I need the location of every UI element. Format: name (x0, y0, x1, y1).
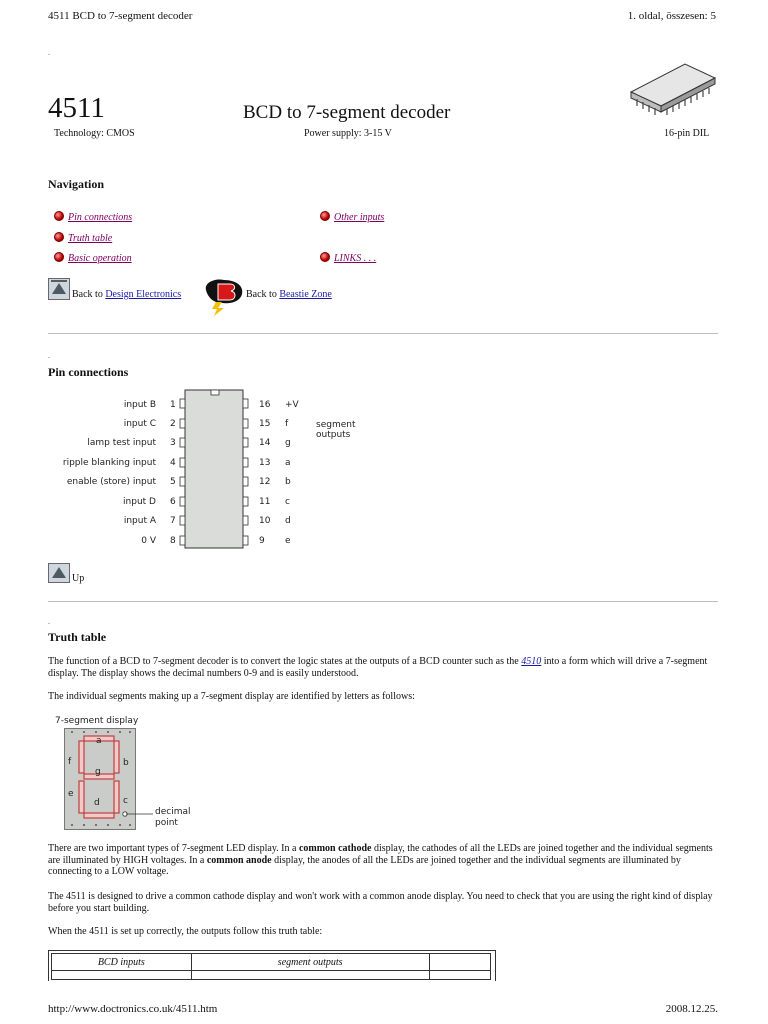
pin-label: f (285, 419, 289, 429)
divider (48, 601, 718, 602)
segment-c-label: c (123, 796, 128, 806)
display-header (429, 954, 490, 971)
print-header-title: 4511 BCD to 7-segment decoder (48, 10, 193, 22)
chip-title: BCD to 7-segment decoder (243, 102, 451, 123)
anchor-dot: . (48, 48, 50, 57)
paragraph-text: display, the anodes of all the LEDs are joined together and the individual segments are illuminated by connecting to a LOW voltage. (48, 854, 681, 878)
chip-number: 4511 (48, 92, 105, 124)
pin-number: 1 (170, 400, 176, 410)
segment-b-label: b (123, 758, 129, 768)
paragraph-text: into a form which will drive a 7-segment display. The display shows the decimal numbers 0-9 and is easily understood. (48, 656, 708, 679)
decimal-point-label: decimal point (155, 807, 191, 828)
design-electronics-icon[interactable] (48, 278, 70, 300)
print-footer-date: 2008.12.25. (665, 1003, 718, 1015)
back-to-design-electronics[interactable] (72, 289, 181, 300)
pin-number: 3 (170, 438, 176, 448)
bold-term-common-anode: common anode (206, 854, 272, 866)
back-prefix: Back to (72, 289, 106, 300)
pin-label: e (285, 536, 291, 546)
red-bullet-icon (54, 252, 64, 262)
segment-f-label: f (68, 757, 72, 767)
pin-number: 7 (170, 516, 176, 526)
pin-label: input A (123, 516, 156, 526)
table-cell (429, 971, 490, 980)
truth-table-heading: Truth table (48, 630, 107, 644)
pin-label: 0 V (141, 536, 156, 546)
pin-number: 4 (170, 458, 176, 468)
pin-label: a (285, 458, 291, 468)
pin-number: 12 (259, 477, 271, 487)
paragraph-common-cathode: The 4511 is designed to drive a common cathode display and won't work with a common anode display. You need to check that you are using the right kind of display before you start building. (48, 891, 713, 914)
nav-link-label[interactable]: Basic operation (68, 253, 132, 264)
paragraph-segments: The individual segments making up a 7-segment display are identified by letters as follows: (48, 691, 415, 702)
nav-link-label[interactable]: Truth table (68, 233, 113, 244)
segment-e-label: e (68, 789, 74, 799)
paragraph-text: The function of a BCD to 7-segment decoder is to convert the logic states at the outputs of a BCD counter such as the (48, 656, 522, 667)
nav-link-label[interactable]: LINKS . . . (334, 253, 377, 264)
pin-connections-heading: Pin connections (48, 365, 129, 379)
bold-term-common-cathode: common cathode (298, 843, 372, 854)
chip-technology: Technology: CMOS (54, 128, 135, 139)
segment-outputs-header: segment outputs (191, 954, 429, 971)
navigation-heading: Navigation (48, 177, 105, 191)
segment-d-label: d (94, 798, 100, 808)
pin-label: ripple blanking input (62, 458, 156, 468)
pin-number: 9 (259, 536, 265, 546)
pin-label: input C (123, 419, 156, 429)
anchor-dot: . (48, 351, 50, 360)
pin-label: enable (store) input (66, 477, 156, 487)
pin-number: 6 (170, 497, 176, 507)
segment-g-label: g (95, 767, 101, 777)
link-4510[interactable]: 4510 (521, 656, 542, 667)
print-footer-url: http://www.doctronics.co.uk/4511.htm (48, 1003, 218, 1015)
decimal-point-pointer (125, 805, 155, 821)
pin-label: input B (123, 400, 156, 410)
pinout-diagram (105, 388, 365, 554)
anchor-dot: . (48, 617, 50, 626)
beastie-zone-logo-icon[interactable] (200, 276, 246, 316)
design-electronics-link[interactable]: Design Electronics (105, 289, 182, 300)
pin-label: input D (123, 497, 156, 507)
pin-label: d (285, 516, 291, 526)
pin-number: 13 (259, 458, 271, 468)
divider (48, 333, 718, 334)
paragraph-truth-table-intro: When the 4511 is set up correctly, the outputs follow this truth table: (48, 926, 323, 937)
red-bullet-icon (320, 252, 330, 262)
segment-a-label: a (96, 736, 102, 746)
dil-chip-icon (625, 58, 721, 116)
red-bullet-icon (320, 211, 330, 221)
red-bullet-icon (54, 232, 64, 242)
nav-link-label[interactable]: Pin connections (68, 212, 133, 223)
paragraph-text: display, the cathodes of all the LEDs are joined together and the individual segments are illuminated by HIGH voltages. In a (48, 843, 713, 866)
nav-link-label[interactable]: Other inputs (334, 212, 385, 223)
pin-number: 16 (259, 400, 271, 410)
red-bullet-icon (54, 211, 64, 221)
pin-number: 2 (170, 419, 176, 429)
pin-label: +V (285, 400, 299, 410)
nav-item-truth-table[interactable] (54, 228, 112, 246)
seven-segment-caption: 7-segment display (55, 716, 139, 726)
nav-item-pin-connections[interactable] (54, 207, 132, 225)
pin-number: 14 (259, 438, 271, 448)
truth-table (48, 950, 496, 981)
nav-item-basic-operation[interactable] (54, 248, 132, 266)
paragraph-text: There are two important types of 7-segment LED display. In a (48, 843, 299, 854)
segment-outputs-label: segment outputs (316, 420, 356, 440)
pin-number: 11 (259, 497, 271, 507)
pin-number: 10 (259, 516, 271, 526)
pin-number: 15 (259, 419, 271, 429)
bcd-inputs-header: BCD inputs (52, 954, 192, 971)
up-arrow-icon[interactable] (48, 563, 70, 583)
paragraph-display-types (48, 843, 718, 878)
paragraph-function (48, 656, 718, 679)
pin-label: g (285, 438, 291, 448)
table-cell (191, 971, 429, 980)
chip-power-supply: Power supply: 3-15 V (304, 128, 392, 139)
nav-item-links[interactable] (320, 248, 376, 266)
pin-label: b (285, 477, 291, 487)
nav-item-other-inputs[interactable] (320, 207, 384, 225)
table-cell (52, 971, 192, 980)
back-prefix: Back to (246, 289, 280, 300)
chip-package: 16-pin DIL (664, 128, 710, 139)
pin-label: c (285, 497, 290, 507)
beastie-zone-link[interactable]: Beastie Zone (279, 289, 332, 300)
pin-number: 8 (170, 536, 176, 546)
up-link[interactable]: Up (72, 573, 85, 584)
print-header-page-info: 1. oldal, összesen: 5 (627, 10, 716, 22)
back-to-beastie-zone[interactable] (246, 289, 332, 300)
pin-label: lamp test input (87, 438, 156, 448)
pin-number: 5 (170, 477, 176, 487)
